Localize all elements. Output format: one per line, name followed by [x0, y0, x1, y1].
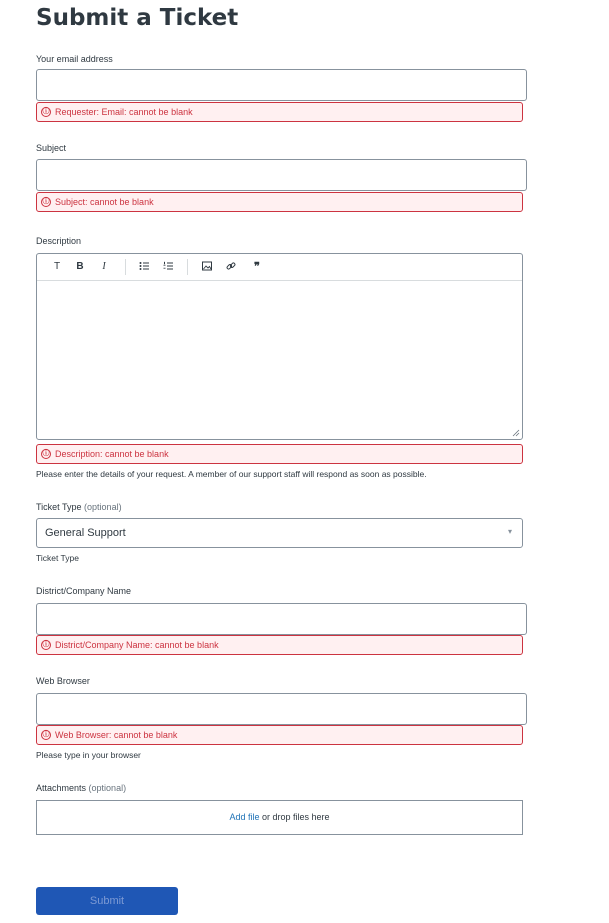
submit-button[interactable]: Submit	[36, 887, 178, 915]
description-error-text: Description: cannot be blank	[55, 449, 169, 459]
email-field[interactable]	[36, 69, 527, 101]
error-icon: ⓘ	[42, 198, 50, 205]
numbered-list-icon[interactable]	[162, 261, 174, 275]
bulleted-list-icon[interactable]	[138, 261, 150, 275]
text-style-button[interactable]: T	[53, 261, 61, 272]
subject-error	[36, 192, 523, 212]
email-error-text: Requester: Email: cannot be blank	[55, 107, 193, 117]
company-field[interactable]	[36, 603, 527, 635]
email-label: Your email address	[36, 54, 113, 64]
email-error	[36, 102, 523, 122]
subject-field[interactable]	[36, 159, 527, 191]
company-label: District/Company Name	[36, 586, 132, 596]
subject-label: Subject	[36, 143, 67, 153]
description-hint: Please enter the details of your request. A member of our support staff will respond as soon as possible.	[36, 469, 427, 479]
browser-error	[36, 725, 523, 745]
image-icon[interactable]	[201, 261, 213, 275]
quote-button[interactable]: ❞	[254, 261, 260, 273]
attachments-label	[36, 782, 126, 794]
toolbar-divider	[125, 259, 126, 275]
optional-tag: (optional)	[84, 502, 122, 512]
ticket-type-hint: Ticket Type	[36, 553, 79, 563]
ticket-type-label	[36, 501, 122, 513]
company-error-text: District/Company Name: cannot be blank	[55, 640, 219, 650]
browser-label: Web Browser	[36, 676, 90, 686]
italic-button[interactable]: I	[102, 261, 106, 272]
editor-toolbar	[37, 254, 522, 281]
ticket-type-value: General Support	[45, 527, 126, 539]
description-error	[36, 444, 523, 464]
description-editor[interactable]	[36, 253, 523, 440]
add-file-link[interactable]: Add file	[229, 812, 260, 822]
browser-field[interactable]	[36, 693, 527, 725]
description-label: Description	[36, 236, 82, 246]
error-icon: ⓘ	[42, 641, 50, 648]
ticket-type-select[interactable]	[36, 518, 523, 548]
browser-error-text: Web Browser: cannot be blank	[55, 730, 178, 740]
company-error	[36, 635, 523, 655]
error-icon: ⓘ	[42, 731, 50, 738]
page-title: Submit a Ticket	[36, 5, 239, 31]
chevron-down-icon: ▾	[507, 527, 512, 536]
error-icon: ⓘ	[42, 108, 50, 115]
link-icon[interactable]	[225, 261, 237, 275]
attachment-dropzone[interactable]	[36, 800, 523, 835]
drop-files-text: or drop files here	[259, 812, 330, 822]
attachments-label-text: Attachments	[36, 783, 87, 793]
subject-error-text: Subject: cannot be blank	[55, 197, 154, 207]
error-icon: ⓘ	[42, 450, 50, 457]
toolbar-divider	[187, 259, 188, 275]
optional-tag: (optional)	[88, 783, 127, 793]
resize-handle-icon[interactable]	[512, 429, 520, 437]
bold-button[interactable]: B	[76, 261, 84, 272]
browser-hint: Please type in your browser	[36, 750, 141, 760]
ticket-type-label-text: Ticket Type	[36, 502, 82, 512]
